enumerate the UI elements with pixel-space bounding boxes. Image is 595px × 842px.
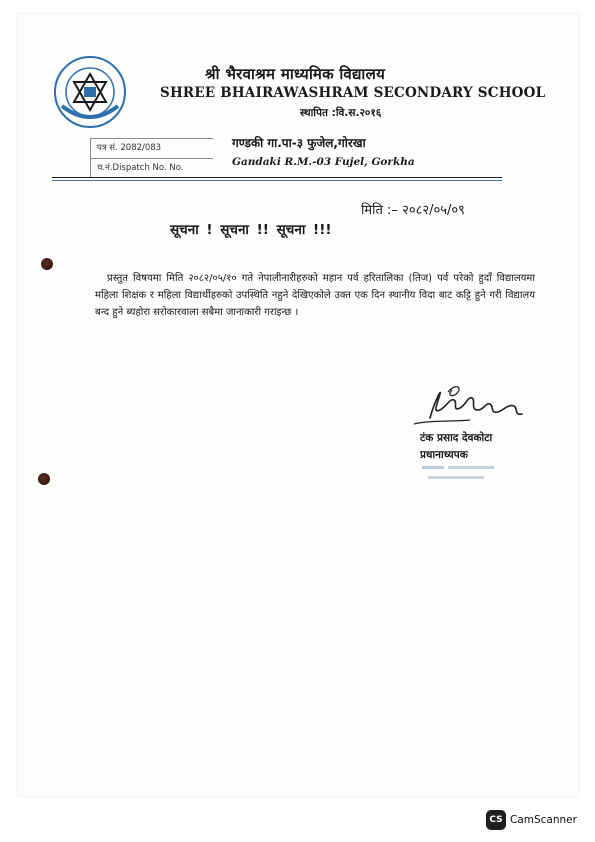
signer-title: प्रधानाध्यपक [420,449,468,461]
address-nepali: गण्डकी गा.पा-३ फुजेल,गोरखा [232,136,366,150]
school-name-english: SHREE BHAIRAWASHRAM SECONDARY SCHOOL [160,85,546,101]
notice-date: मिति :– २०८२/०५/०९ [361,203,465,218]
established-date: स्थापित :वि.स.२०१६ [300,107,382,119]
signature-icon [410,380,540,430]
notice-title: सूचना ! सूचना !! सूचना !!! [170,222,332,238]
camscanner-watermark [486,810,577,830]
header-divider [52,177,502,178]
signer-name: टंक प्रसाद देवकोटा [420,432,493,444]
notice-body: प्रस्तुत विषयमा मिति २०८२/०५/१० गते नेपालीनारीहरुको महान पर्व हरितालिका (तिज) पर्व परेको हुदाँ विद्यालयमा महिला शिक्षक र महिला विद्यार्थीहरुको उपस्थिति नहुने देखिएकोले उक्त एक दिन स्थानीय विदा बाट कट्टि हुने गरी विद्यालय बन्द हुने ब्यहोरा सरोकारवाला सबैमा जानाकारी गराइन्छ । [95,273,535,318]
header-divider-blue [52,180,502,181]
punch-hole-icon [38,473,50,485]
camscanner-label: CamScanner [510,814,577,826]
punch-hole-icon [41,258,53,270]
stamp-icon [418,462,500,490]
reference-box [90,138,213,178]
address-english: Gandaki R.M.-03 Fujel, Gorkha [232,156,415,168]
camscanner-logo-icon: CS [486,810,506,830]
reference-number: पत्र सं. 2082/083 [97,143,162,153]
school-logo [52,54,128,130]
school-name-nepali: श्री भैरवाश्रम माध्यमिक विद्यालय [205,65,386,83]
dispatch-number: च.नं.Dispatch No. No. [91,158,213,178]
